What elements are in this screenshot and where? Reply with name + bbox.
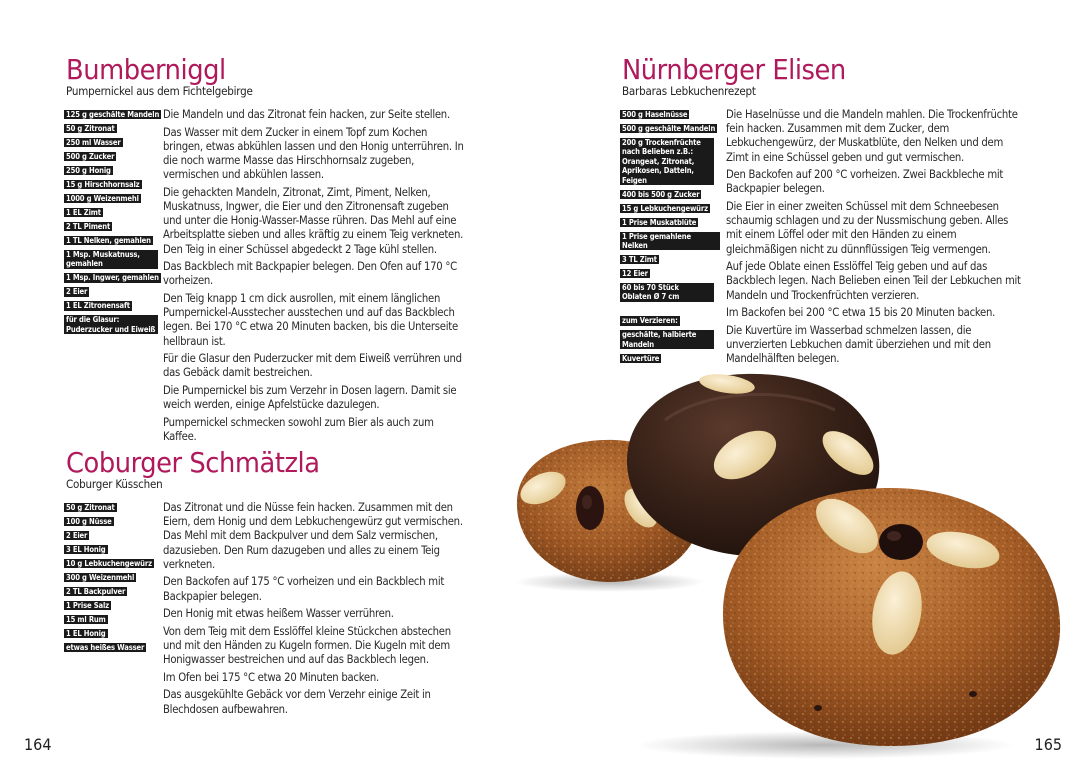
recipe-title-bumberniggl: Bumberniggl <box>66 53 226 86</box>
ingredient-label: 3 EL Honig <box>66 545 106 554</box>
ingredient-label: 1 Msp. Muskatnuss, gemahlen <box>64 250 158 269</box>
instruction-step: Die Pumpernickel bis zum Verzehr in Dosen lagern. Damit sie weich werden, einige Apfelstücke dazulegen. <box>163 384 457 412</box>
instruction-step: Im Backofen bei 200 °C etwa 15 bis 20 Minuten backen. <box>726 306 996 320</box>
instructions-nuernberger-elisen <box>726 108 1026 370</box>
ingredient-label: 400 bis 500 g Zucker <box>622 189 700 199</box>
ingredient-label: 2 Eier <box>66 531 88 540</box>
instructions-coburger-schmaetzla <box>163 501 467 720</box>
instruction-step: Die Mandeln und das Zitronat fein hacken, zur Seite stellen. <box>163 108 450 121</box>
ingredient-label: 50 g Zitronat <box>66 503 115 512</box>
ingredient-label: 2 TL Piment <box>66 222 111 231</box>
ingredient-label: 500 g geschälte Mandeln <box>622 124 716 133</box>
lebkuchen-photo <box>505 360 1080 760</box>
ingredient-label: 1 Prise Muskatblüte <box>622 217 697 227</box>
instruction-step: Im Ofen bei 175 °C etwa 20 Minuten backen. <box>163 670 379 684</box>
ingredient-label: 15 g Hirschhornsalz <box>66 180 140 189</box>
ingredient-label: 1 EL Zitronensaft <box>66 301 130 311</box>
ingredient-list-coburger-schmaetzla <box>64 503 164 657</box>
ingredient-label: etwas heißes Wasser <box>66 643 145 652</box>
ingredient-label: 1 TL Nelken, gemahlen <box>66 236 151 245</box>
ingredient-label: 1 Prise Salz <box>66 601 109 610</box>
instruction-step: Den Backofen auf 175 °C vorheizen und ein Backblech mit Backpapier belegen. <box>163 575 445 603</box>
ingredient-label: 2 Eier <box>66 287 88 297</box>
ingredient-label: zum Verzieren: <box>622 316 678 326</box>
ingredient-list-nuernberger-elisen <box>620 110 720 368</box>
ingredient-label: 1 EL Zimt <box>66 208 101 217</box>
ingredient-label: 15 g Lebkuchengewürz <box>622 203 708 213</box>
ingredient-group-decoration <box>620 316 720 363</box>
recipe-subtitle-nuernberger-elisen: Barbaras Lebkuchenrezept <box>622 84 756 98</box>
ingredient-label: 1 Prise gemahlene Nelken <box>620 232 720 251</box>
instruction-step: Das Zitronat und die Nüsse fein hacken. Zusammen mit den Eiern, dem Honig und dem Lebkuchengewürz gut vermischen. Das Mehl mit dem Backpulver und dem Salz vermischen, dazusieben. Den Rum dazugeben und alles zu einem Teig verkneten. <box>163 501 463 571</box>
recipe-title-nuernberger-elisen: Nürnberger Elisen <box>622 53 846 86</box>
instruction-step: Die gehackten Mandeln, Zitronat, Zimt, Piment, Nelken, Muskatnuss, Ingwer, die Eier und den Zitronensaft zugeben und unter die Honig-Wasser-Masse rühren. Das Mehl auf eine Arbeitsplatte sieben und alles kräftig zu einem Teig verkneten. Den Teig in einer Schüssel abgedeckt 2 Tage kühl stellen. <box>163 185 464 256</box>
ingredient-label: 1000 g Weizenmehl <box>66 194 139 203</box>
instruction-step: Das ausgekühlte Gebäck vor dem Verzehr einige Zeit in Blechdosen aufbewahren. <box>163 688 431 716</box>
ingredient-group-main <box>620 110 720 302</box>
instruction-step: Den Backofen auf 200 °C vorheizen. Zwei Backbleche mit Backpapier belegen. <box>726 168 1004 196</box>
ingredient-label: 50 g Zitronat <box>66 124 115 133</box>
instructions-bumberniggl <box>163 108 467 448</box>
recipe-subtitle-coburger-schmaetzla: Coburger Küsschen <box>66 477 163 491</box>
ingredient-label: 10 g Lebkuchengewürz <box>66 559 152 568</box>
ingredient-label: 12 Eier <box>622 269 648 279</box>
instruction-step: Den Honig mit etwas heißem Wasser verrühren. <box>163 607 394 621</box>
ingredient-label: geschälte, halbierte Mandeln <box>620 330 714 349</box>
ingredient-label: 1 EL Honig <box>66 629 106 638</box>
recipe-subtitle-bumberniggl: Pumpernickel aus dem Fichtelgebirge <box>66 84 253 98</box>
instruction-step: Die Haselnüsse und die Mandeln mahlen. Die Trockenfrüchte fein hacken. Zusammen mit dem Zucker, dem Lebkuchengewürz, der Muskatblüte, den Nelken und dem Zimt in eine Schüssel geben und gut vermischen. <box>726 108 1018 164</box>
ingredient-label: 100 g Nüsse <box>66 517 112 526</box>
ingredient-list-bumberniggl <box>64 110 164 339</box>
ingredient-label: 60 bis 70 Stück Oblaten Ø 7 cm <box>620 283 714 302</box>
ingredient-label: Kuvertüre <box>622 353 660 363</box>
ingredient-label: 125 g geschälte Mandeln <box>66 110 160 119</box>
ingredient-label: 200 g Trockenfrüchte nach Belieben z.B.: Orangeat, Zitronat, Aprikosen, Datteln, Feigen <box>620 138 714 185</box>
recipe-title-coburger-schmaetzla: Coburger Schmätzla <box>66 446 320 479</box>
ingredient-label: 250 g Honig <box>66 166 111 175</box>
instruction-step: Die Eier in einer zweiten Schüssel mit dem Schneebesen schaumig schlagen und zu der Nussmischung geben. Alles mit einem Löffel oder mit den Händen zu einem gleichmäßigen nicht zu dünnflüssigen Teig vermengen. <box>726 200 1009 256</box>
page-number-left: 164 <box>24 735 52 754</box>
instruction-step: Die Kuvertüre im Wasserbad schmelzen lassen, die unverzierten Lebkuchen damit überziehen und mit den Mandelhälften belegen. <box>726 323 991 366</box>
ingredient-label: 500 g Haselnüsse <box>622 110 688 119</box>
ingredient-label: 15 ml Rum <box>66 615 106 624</box>
ingredient-label: 300 g Weizenmehl <box>66 573 135 582</box>
instruction-step: Das Wasser mit dem Zucker in einem Topf zum Kochen bringen, etwas abkühlen lassen und den Honig unterrühren. In die noch warme Masse das Hirschhornsalz zugeben, vermischen und abkühlen lassen. <box>163 125 464 182</box>
instruction-step: Für die Glasur den Puderzucker mit dem Eiweiß verrühren und das Gebäck damit bestreichen. <box>163 352 462 380</box>
instruction-step: Pumpernickel schmecken sowohl zum Bier als auch zum Kaffee. <box>163 415 434 443</box>
ingredient-label: 2 TL Backpulver <box>66 587 126 596</box>
instruction-step: Auf jede Oblate einen Esslöffel Teig geben und auf das Backblech legen. Nach Belieben einen Teil der Lebkuchen mit Mandeln und Trockenfrüchten verzieren. <box>726 260 1021 302</box>
ingredient-label: 3 TL Zimt <box>622 255 657 265</box>
ingredient-label: für die Glasur: Puderzucker und Eiweiß <box>64 315 158 334</box>
instruction-step: Den Teig knapp 1 cm dick ausrollen, mit einem länglichen Pumpernickel-Ausstecher ausstechen und auf das Backblech legen. Bei 170 °C etwa 20 Minuten backen, bis die Unterseite hellbraun ist. <box>163 292 458 348</box>
ingredient-label: 1 Msp. Ingwer, gemahlen <box>66 273 159 283</box>
ingredient-label: 250 ml Wasser <box>66 138 121 147</box>
instruction-step: Von dem Teig mit dem Esslöffel kleine Stückchen abstechen und mit den Händen zu Kugeln formen. Die Kugeln mit dem Honigwasser bestreichen und auf das Backblech legen. <box>163 624 451 667</box>
cookie-front <box>723 488 1060 746</box>
instruction-step: Das Backblech mit Backpapier belegen. Den Ofen auf 170 °C vorheizen. <box>163 260 457 288</box>
ingredient-label: 500 g Zucker <box>66 152 115 161</box>
page-number-right: 165 <box>1034 735 1062 754</box>
